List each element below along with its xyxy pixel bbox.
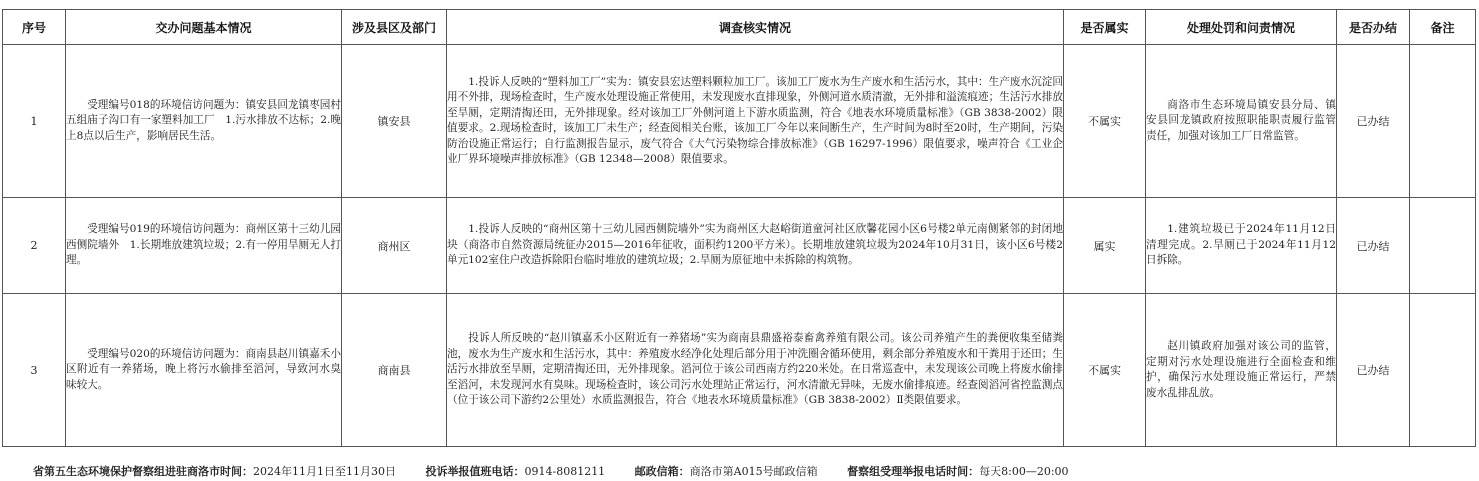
row-dept: 镇安县 xyxy=(342,45,447,198)
row-no: 2 xyxy=(3,198,66,294)
footer-info xyxy=(33,463,1069,479)
row-issue: 受理编号018的环境信访问题为：镇安县回龙镇枣园村五组庙子沟口有一家塑料加工厂 1.污水排放不达标；2.晚上8点以后生产，影响居民生活。 xyxy=(66,45,342,198)
row-done: 已办结 xyxy=(1337,45,1410,198)
row-issue: 受理编号020的环境信访问题为：商南县赵川镇嘉禾小区附近有一养猪场，晚上将污水偷排至滔河，导致河水臭味较大。 xyxy=(66,294,342,447)
row-dept: 商南县 xyxy=(342,294,447,447)
row-handling: 商洛市生态环境局镇安县分局、镇安县回龙镇政府按照职能职责履行监管责任，加强对该加工厂日常监管。 xyxy=(1146,45,1337,198)
table-row xyxy=(3,198,1476,294)
header-handling: 处理处罚和问责情况 xyxy=(1146,10,1337,45)
row-handling: 赵川镇政府加强对该公司的监管，定期对污水处理设施进行全面检查和维护，确保污水处理设施正常运行，严禁废水乱排乱放。 xyxy=(1146,294,1337,447)
footer-hours-label: 督察组受理举报电话时间： xyxy=(847,465,980,478)
row-done: 已办结 xyxy=(1337,198,1410,294)
row-no: 1 xyxy=(3,45,66,198)
row-remark xyxy=(1410,45,1476,198)
header-investigation: 调查核实情况 xyxy=(447,10,1064,45)
footer-hotline-label: 投诉举报值班电话： xyxy=(425,465,525,478)
row-investigation: 1.投诉人反映的“商州区第十三幼儿园西侧院墙外”实为商州区大赵峪街道童河社区欣馨花园小区6号楼2单元南侧紧邻的封闭地块（商洛市自然资源局统征办2015—2016年征收，面积约1200平方米）。长期堆放建筑垃圾为2024年10月31日，该小区6号楼2单元102室住户改造拆除阳台临时堆放的建筑垃圾；2.旱厕为原征地中未拆除的构筑物。 xyxy=(447,198,1064,294)
header-verified: 是否属实 xyxy=(1064,10,1146,45)
footer-period-value: 2024年11月1日至11月30日 xyxy=(253,465,396,478)
footer-mailbox-label: 邮政信箱： xyxy=(634,465,690,478)
footer-hotline-value: 0914-8081211 xyxy=(524,465,606,478)
footer-mailbox xyxy=(635,465,818,478)
footer-period xyxy=(33,465,396,478)
table-row xyxy=(3,294,1476,447)
header-dept: 涉及县区及部门 xyxy=(342,10,447,45)
row-issue: 受理编号019的环境信访问题为：商州区第十三幼儿园西侧院墙外 1.长期堆放建筑垃圾；2.有一停用旱厕无人打理。 xyxy=(66,198,342,294)
header-row xyxy=(3,10,1476,45)
row-investigation: 投诉人所反映的“赵川镇嘉禾小区附近有一养猪场”实为商南县鼎盛裕泰畜禽养殖有限公司。该公司养殖产生的粪便收集至储粪池，废水为生产废水和生活污水，其中：养殖废水经净化处理后部分用于冲洗圈舍循环使用，剩余部分养殖废水和干粪用于还田；生活污水排放至旱厕，定期清掏还田，无外排现象。滔河位于该公司西南方约220米处。在日常巡查中，未发现该公司晚上将废水偷排至滔河，未发现河水有臭味。现场检查时，该公司污水处理站正常运行，河水清澈无异味，无废水偷排痕迹。经查阅滔河省控监测点（位于该公司下游约2公里处）水质监测报告，符合《地表水环境质量标准》（GB 3838-2002）Ⅱ类限值要求。 xyxy=(447,294,1064,447)
header-no: 序号 xyxy=(3,10,66,45)
petition-table xyxy=(2,9,1476,447)
row-investigation: 1.投诉人反映的“塑料加工厂”实为：镇安县宏达塑料颗粒加工厂。该加工厂废水为生产废水和生活污水，其中：生产废水沉淀回用不外排，现场检查时，生产废水处理设施正常使用，未发现废水直排现象，外侧河道水质清澈，无外排和溢流痕迹；生活污水排放至旱厕，定期清掏还田，无外排现象。经对该加工厂外侧河道上下游水质监测，符合《地表水环境质量标准》（GB 3838-2002）限值要求。2.现场检查时，该加工厂未生产；经查阅相关台账，该加工厂今年以来间断生产，生产时间为8时至20时，生产期间，污染防治设施正常运行；自行监测报告显示，废气符合《大气污染物综合排放标准》（GB 16297-1996）限值要求，噪声符合《工业企业厂界环境噪声排放标准》（GB 12348—2008）限值要求。 xyxy=(447,45,1064,198)
footer-hotline xyxy=(425,465,605,478)
row-no: 3 xyxy=(3,294,66,447)
footer-hours xyxy=(847,465,1068,478)
table-row xyxy=(3,45,1476,198)
row-done: 已办结 xyxy=(1337,294,1410,447)
header-remark: 备注 xyxy=(1410,10,1476,45)
footer-period-label: 省第五生态环境保护督察组进驻商洛市时间： xyxy=(33,465,253,478)
row-verified: 属实 xyxy=(1064,198,1146,294)
row-remark xyxy=(1410,294,1476,447)
header-issue: 交办问题基本情况 xyxy=(66,10,342,45)
header-done: 是否办结 xyxy=(1337,10,1410,45)
row-verified: 不属实 xyxy=(1064,294,1146,447)
row-dept: 商州区 xyxy=(342,198,447,294)
footer-hours-value: 每天8:00—20:00 xyxy=(979,465,1069,478)
row-remark xyxy=(1410,198,1476,294)
row-verified: 不属实 xyxy=(1064,45,1146,198)
footer-mailbox-value: 商洛市第A015号邮政信箱 xyxy=(689,465,818,478)
row-handling: 1.建筑垃圾已于2024年11月12日清理完成。2.旱厕已于2024年11月12日拆除。 xyxy=(1146,198,1337,294)
